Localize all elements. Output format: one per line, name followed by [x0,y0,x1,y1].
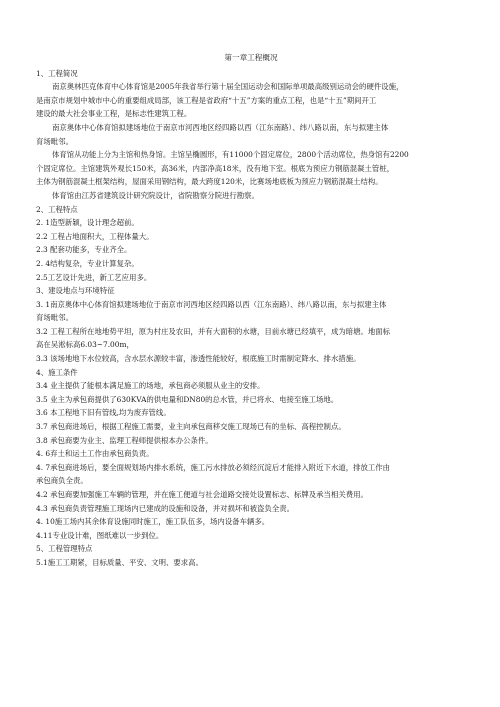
text-line: 3.5 业主为承包商提供了630KVA的供电量和DN80的总水管，并已将水、电接至施工场地。 [36,394,339,404]
text-line: 承包商负全责。 [36,476,88,486]
text-line: 2、工程特点 [36,204,78,214]
text-line: 3、建设地点与环境特征 [36,286,115,296]
text-line: 2. 1造型新颖，设计理念超前。 [36,218,139,228]
text-line: 5、工程管理特点 [36,544,93,554]
text-line: 2.3 配套功能多，专业齐全。 [36,245,132,255]
text-line: 1、工程简况 [36,68,78,78]
text-line: 4.3 承包商负责管理施工现场内已建成的设施和设备，并对损坏和被盗负全责。 [36,503,294,513]
text-line: 2.2 工程占地面积大，工程体量大。 [36,231,154,241]
text-line: 高在吴淞标高6.03~7.00m， [36,340,134,350]
text-line: 4、施工条件 [36,367,78,377]
text-line: 是南京市规划中城市中心的重要组成局部，该工程是省政府“十五”方案的重点工程，也是“十五”期间开工 [36,95,377,105]
text-line: 南京奥林匹克体育中心体育馆是2005年我省举行第十届全国运动会和国际单项最高级别运动会的硬件设施， [52,82,404,92]
text-line: 3.6 本工程地下旧有管线,均为废弃管线。 [36,408,171,418]
text-line: 个固定席位。主馆建筑外观长150米，高36米，内部净高18米，没有地下室。根底为预应力钢筋混凝土管桩， [36,163,395,173]
text-line: 3. 1南京奥体中心体育馆拟建场地位于南京市河西地区经四路以西（江东南路）、纬八路以南，东与拟建主体 [36,299,387,309]
text-line: 主体为钢筋混凝土框架结构，屋面采用钢结构，最大跨度120米，比赛场地底板为预应力钢筋混凝土结构。 [36,177,383,187]
text-line: 3.8 承包商要为业主、监理工程师提供根本办公条件。 [36,435,213,445]
chapter-title: 第一章工程概况 [224,53,278,62]
text-line: 3.2 工程工程所在地地势平坦，原为村庄及农田，并有大面积的水塘，目前水塘已经填平，成为暗塘。地面标 [36,326,391,336]
text-line: 建设的最大社会事业工程，是标志性建筑工程。 [36,109,192,119]
text-line: 4.11专业设计难，图纸难以一步到位。 [36,530,164,540]
text-line: 3.4 业主提供了能根本满足施工的场地，承包商必须服从业主的安排。 [36,381,265,391]
text-line: 4. 6弃土和运土工作由承包商负责。 [36,449,154,459]
text-line: 2.5工艺设计先进，新工艺应用多。 [36,272,152,282]
text-line: 4. 10施工场内其余体育设施同时施工，施工队伍多，场内设备车辆多。 [36,517,270,527]
text-line: 4.2 承包商要加强施工车辆的管理，并在施工便道与社会道路交接处设置标志、标牌及承当相关费用。 [36,490,368,499]
text-line: 体育馆由江苏省建筑设计研究院设计，省院勘察分院进行勘察。 [52,190,259,200]
text-line: 4. 7承包商进场后，要全面规划场内排水系统，施工污水排放必须经沉淀后才能排入附近下水道，排放工作由 [36,462,391,472]
text-line: 南京奥体中心体育馆拟建场地位于南京市河西地区经四路以西（江东南路）、纬八路以南，东与拟建主体 [52,122,389,132]
text-line: 3.3 该场地地下水位较高，含水层水源较丰富，渗透性能较好，根底施工时需制定降水、排水措施。 [36,354,361,364]
text-line: 育场毗邻。 [36,136,73,146]
text-line: 2. 4结构复杂，专业计算复杂。 [36,258,139,268]
paragraph-list [36,67,466,570]
text-line: 5.1施工工期紧，目标质量、平安、文明、要求高。 [36,557,203,567]
text-line: 体育馆从功能上分为主馆和热身馆。主馆呈椭圆形，有11000个固定席位，2800个活动席位，热身馆有2200 [52,150,409,160]
text-line: 育场毗邻。 [36,313,73,323]
document-body [36,51,466,570]
text-line: 3.7 承包商进场后，根据工程施工需要，业主向承包商移交施工现场已有的坐标、高程控制点。 [36,422,346,432]
